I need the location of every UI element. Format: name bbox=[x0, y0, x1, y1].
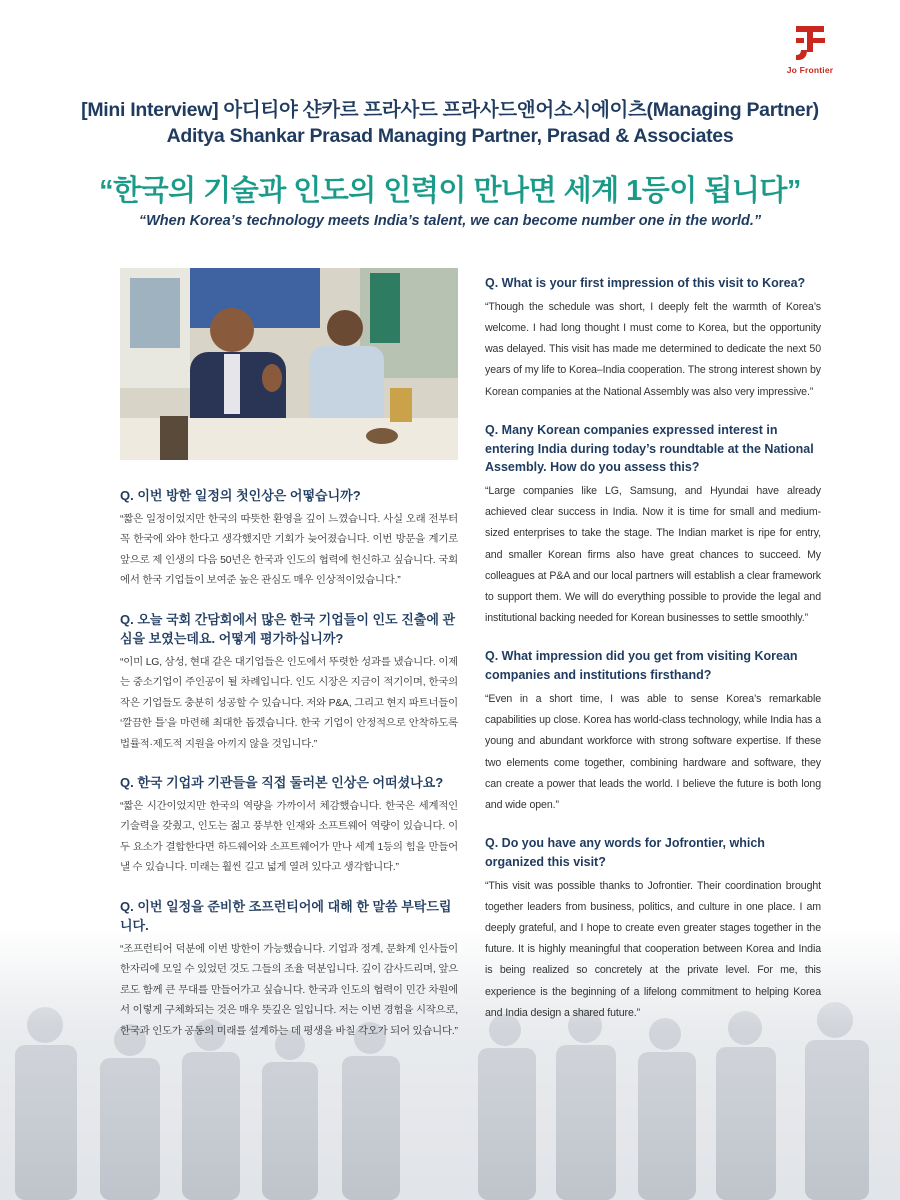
jofrontier-logo-mark bbox=[790, 24, 830, 64]
korean-answer: “조프런티어 덕분에 이번 방한이 가능했습니다. 기업과 정계, 문화계 인사들이 한자리에 모일 수 있었던 것도 그들의 조율 덕분입니다. 깊이 감사드리며, 앞으로도 함께 큰 무대를 만들어가고 싶습니다. 한국과 인도의 협력이 민간 차원에서 이렇게 구체화되는 것은 매우 뜻깊은 일입니다. 저는 이번 경험을 시작으로, 한국과 인도가 공동의 미래를 설계하는 데 평생을 바칠 각오가 되어 있습니다.” bbox=[120, 943, 458, 1037]
english-question: Q. Many Korean companies expressed interest in entering India during today’s roundtable at the National Assembly. How do you assess this? bbox=[485, 422, 814, 475]
korean-answer: “짧은 시간이었지만 한국의 역량을 가까이서 체감했습니다. 한국은 세계적인 기술력을 갖췄고, 인도는 젊고 풍부한 인재와 소프트웨어 역량이 있습니다. 이 두 요소가 결합한다면 하드웨어와 소프트웨어가 만나 세계 1등의 힘을 만들어낼 수 있습니다. 미래는 훨씬 길고 넓게 열려 있다고 생각합니다.” bbox=[120, 800, 458, 873]
korean-answer: “이미 LG, 삼성, 현대 같은 대기업들은 인도에서 뚜렷한 성과를 냈습니다. 이제는 중소기업이 주인공이 될 차례입니다. 인도 시장은 지금이 적기이며, 한국의 작은 기업들도 충분히 성공할 수 있습니다. 저와 P&A, 그리고 현지 파트너들이 ‘깔끔한 틀’을 마련해 최대한 돕겠습니다. 한국 기업이 안정적으로 안착하도록 법률적·제도적 지원을 아끼지 않을 것입니다.” bbox=[120, 656, 458, 750]
english-qa-4 bbox=[485, 834, 821, 1024]
korean-question: Q. 오늘 국회 간담회에서 많은 한국 기업들이 인도 진출에 관심을 보였는데요. 어떻게 평가하십니까? bbox=[120, 611, 456, 646]
korean-answer: “짧은 일정이었지만 한국의 따뜻한 환영을 깊이 느꼈습니다. 사실 오래 전부터 꼭 한국에 와야 한다고 생각했지만 기회가 늦어졌습니다. 이번 방문을 계기로 앞으로 제 인생의 다음 50년은 한국과 인도의 협력에 헌신하고 싶습니다. 국회에서 한국 기업들이 보여준 높은 관심도 매우 인상적이었습니다.” bbox=[120, 513, 458, 586]
korean-qa-4 bbox=[120, 897, 458, 1043]
english-question: Q. What impression did you get from visiting Korean companies and institutions firsthand? bbox=[485, 649, 798, 683]
english-answer: “Large companies like LG, Samsung, and Hyundai have already achieved clear success in India. Now it is time for small and medium-sized enterprises to take the stage. The Indian market is ripe for entry, and smaller Korean firms also have great chances to succeed. My colleagues at P&A and our local partners will establish a clear framework to support them. We will do everything possible to provide the legal and institutional backing needed for Korean businesses to settle smoothly.” bbox=[485, 485, 821, 625]
header-line-2: Aditya Shankar Prasad Managing Partner, Prasad & Associates bbox=[166, 125, 734, 147]
english-question: Q. What is your first impression of this visit to Korea? bbox=[485, 276, 806, 290]
korean-question: Q. 이번 일정을 준비한 조프런티어에 대해 한 말씀 부탁드립니다. bbox=[120, 898, 452, 933]
english-interview-column bbox=[485, 274, 821, 1042]
headline-korean: “한국의 기술과 인도의 인력이 만나면 세계 1등이 됩니다” bbox=[99, 175, 801, 207]
korean-question: Q. 한국 기업과 기관들을 직접 둘러본 인상은 어떠셨나요? bbox=[120, 775, 444, 790]
english-qa-3 bbox=[485, 647, 821, 816]
logo-text: Jo Frontier bbox=[786, 65, 834, 75]
english-qa-2 bbox=[485, 421, 821, 630]
jofrontier-logo bbox=[780, 24, 840, 80]
english-answer: “Even in a short time, I was able to sense Korea’s remarkable capabilities up close. Korea has world-class technology, while India has a young and abundant workforce with strong software expertise. If these two elements come together, combining hardware and software, they can create a power that leads the world. I believe the future is both long and wide open.” bbox=[485, 692, 821, 811]
korean-qa-3 bbox=[120, 773, 458, 879]
header-line-1: [Mini Interview] 아디티야 샨카르 프라사드 프라사드앤어소시에이츠(Managing Partner) bbox=[81, 99, 819, 121]
headline-english: “When Korea’s technology meets India’s talent, we can become number one in the world.” bbox=[138, 213, 762, 229]
korean-interview-column bbox=[120, 486, 458, 1060]
interview-photo bbox=[120, 268, 458, 460]
english-answer: “This visit was possible thanks to Jofrontier. Their coordination brought together leaders from business, politics, and culture in one place. I am deeply grateful, and I hope to create even greater stages together in the future. It is highly meaningful that cooperation between Korea and India is being realized so concretely at the private level. For me, this experience is the beginning of a lifelong commitment to helping Korea and India design a shared future.” bbox=[485, 879, 821, 1019]
english-qa-1 bbox=[485, 274, 821, 403]
korean-qa-2 bbox=[120, 610, 458, 756]
english-question: Q. Do you have any words for Jofrontier, which organized this visit? bbox=[485, 836, 765, 869]
korean-qa-1 bbox=[120, 486, 458, 592]
english-answer: “Though the schedule was short, I deeply felt the warmth of Korea’s welcome. I had long thought I must come to Korea, but the opportunity was delayed. This visit has made me determined to dedicate the next 50 years of my life to Korea–India cooperation. The strong interest shown by Korean companies at the National Assembly was also very impressive.” bbox=[485, 300, 821, 398]
korean-question: Q. 이번 방한 일정의 첫인상은 어떻습니까? bbox=[120, 488, 361, 503]
